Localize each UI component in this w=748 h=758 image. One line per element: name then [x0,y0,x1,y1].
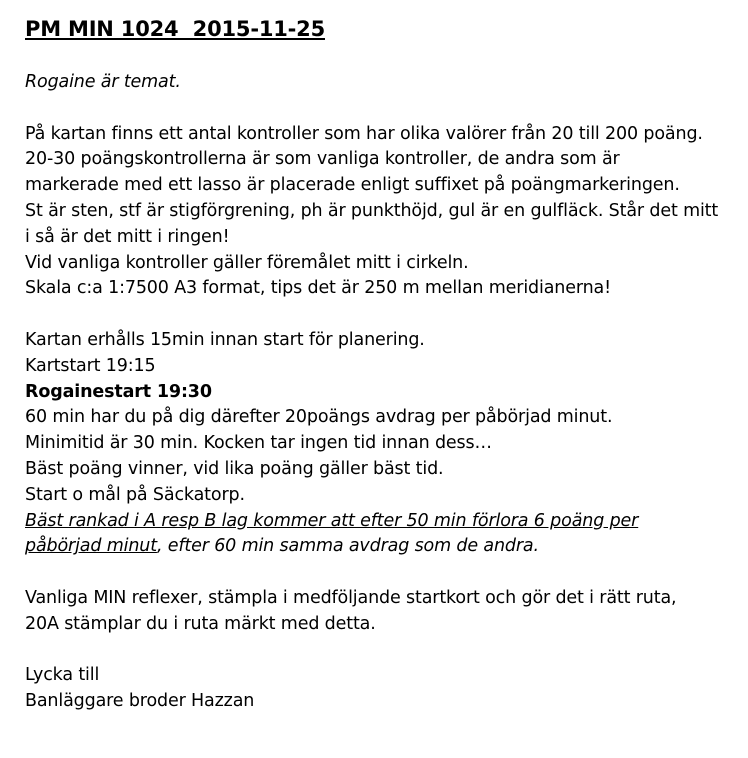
spacer [25,96,740,122]
rule-line: Start o mål på Säckatorp. [25,484,245,505]
ranked-line-2 [25,534,740,560]
spacer [25,638,740,664]
map-line: markerade med ett lasso är placerade enligt suffixet på poängmarkeringen. [25,175,680,196]
closing-line: Lycka till [25,665,100,686]
map-line: Skala c:a 1:7500 A3 format, tips det är 250 m mellan meridianerna! [25,278,611,299]
planning-line: Kartan erhålls 15min innan start för planering. [25,329,425,350]
theme-line: Rogaine är temat. [25,72,181,92]
rule-line: Bäst poäng vinner, vid lika poäng gäller bäst tid. [25,458,444,479]
map-line: i så är det mitt i ringen! [25,226,230,247]
ranked-line-1: Bäst rankad i A resp B lag kommer att efter 50 min förlora 6 poäng per [25,510,639,531]
map-start-line: Kartstart 19:15 [25,355,156,376]
document-title: PM MIN 1024 2015-11-25 [25,17,325,41]
spacer [25,302,740,328]
rule-line: 60 min har du på dig därefter 20poängs avdrag per påbörjad minut. [25,407,613,428]
map-line: Vid vanliga kontroller gäller föremålet mitt i cirkeln. [25,252,469,273]
punch-line: 20A stämplar du i ruta märkt med detta. [25,613,376,634]
ranked-underlined-text: påbörjad minut [25,536,157,557]
map-line: 20-30 poängskontrollerna är som vanliga kontroller, de andra som är [25,149,620,170]
document-body [25,70,740,715]
spacer [25,560,740,586]
signature-line: Banläggare broder Hazzan [25,691,255,712]
map-line: På kartan finns ett antal kontroller som har olika valörer från 20 till 200 poäng. [25,123,703,144]
map-line: St är sten, stf är stigförgrening, ph är punkthöjd, gul är en gulfläck. Står det mitt [25,200,719,221]
rule-line: Minimitid är 30 min. Kocken tar ingen tid innan dess… [25,433,492,454]
rogaine-start-line: Rogainestart 19:30 [25,381,212,402]
ranked-rest-text: , efter 60 min samma avdrag som de andra. [156,536,539,557]
punch-line: Vanliga MIN reflexer, stämpla i medföljande startkort och gör det i rätt ruta, [25,587,677,608]
